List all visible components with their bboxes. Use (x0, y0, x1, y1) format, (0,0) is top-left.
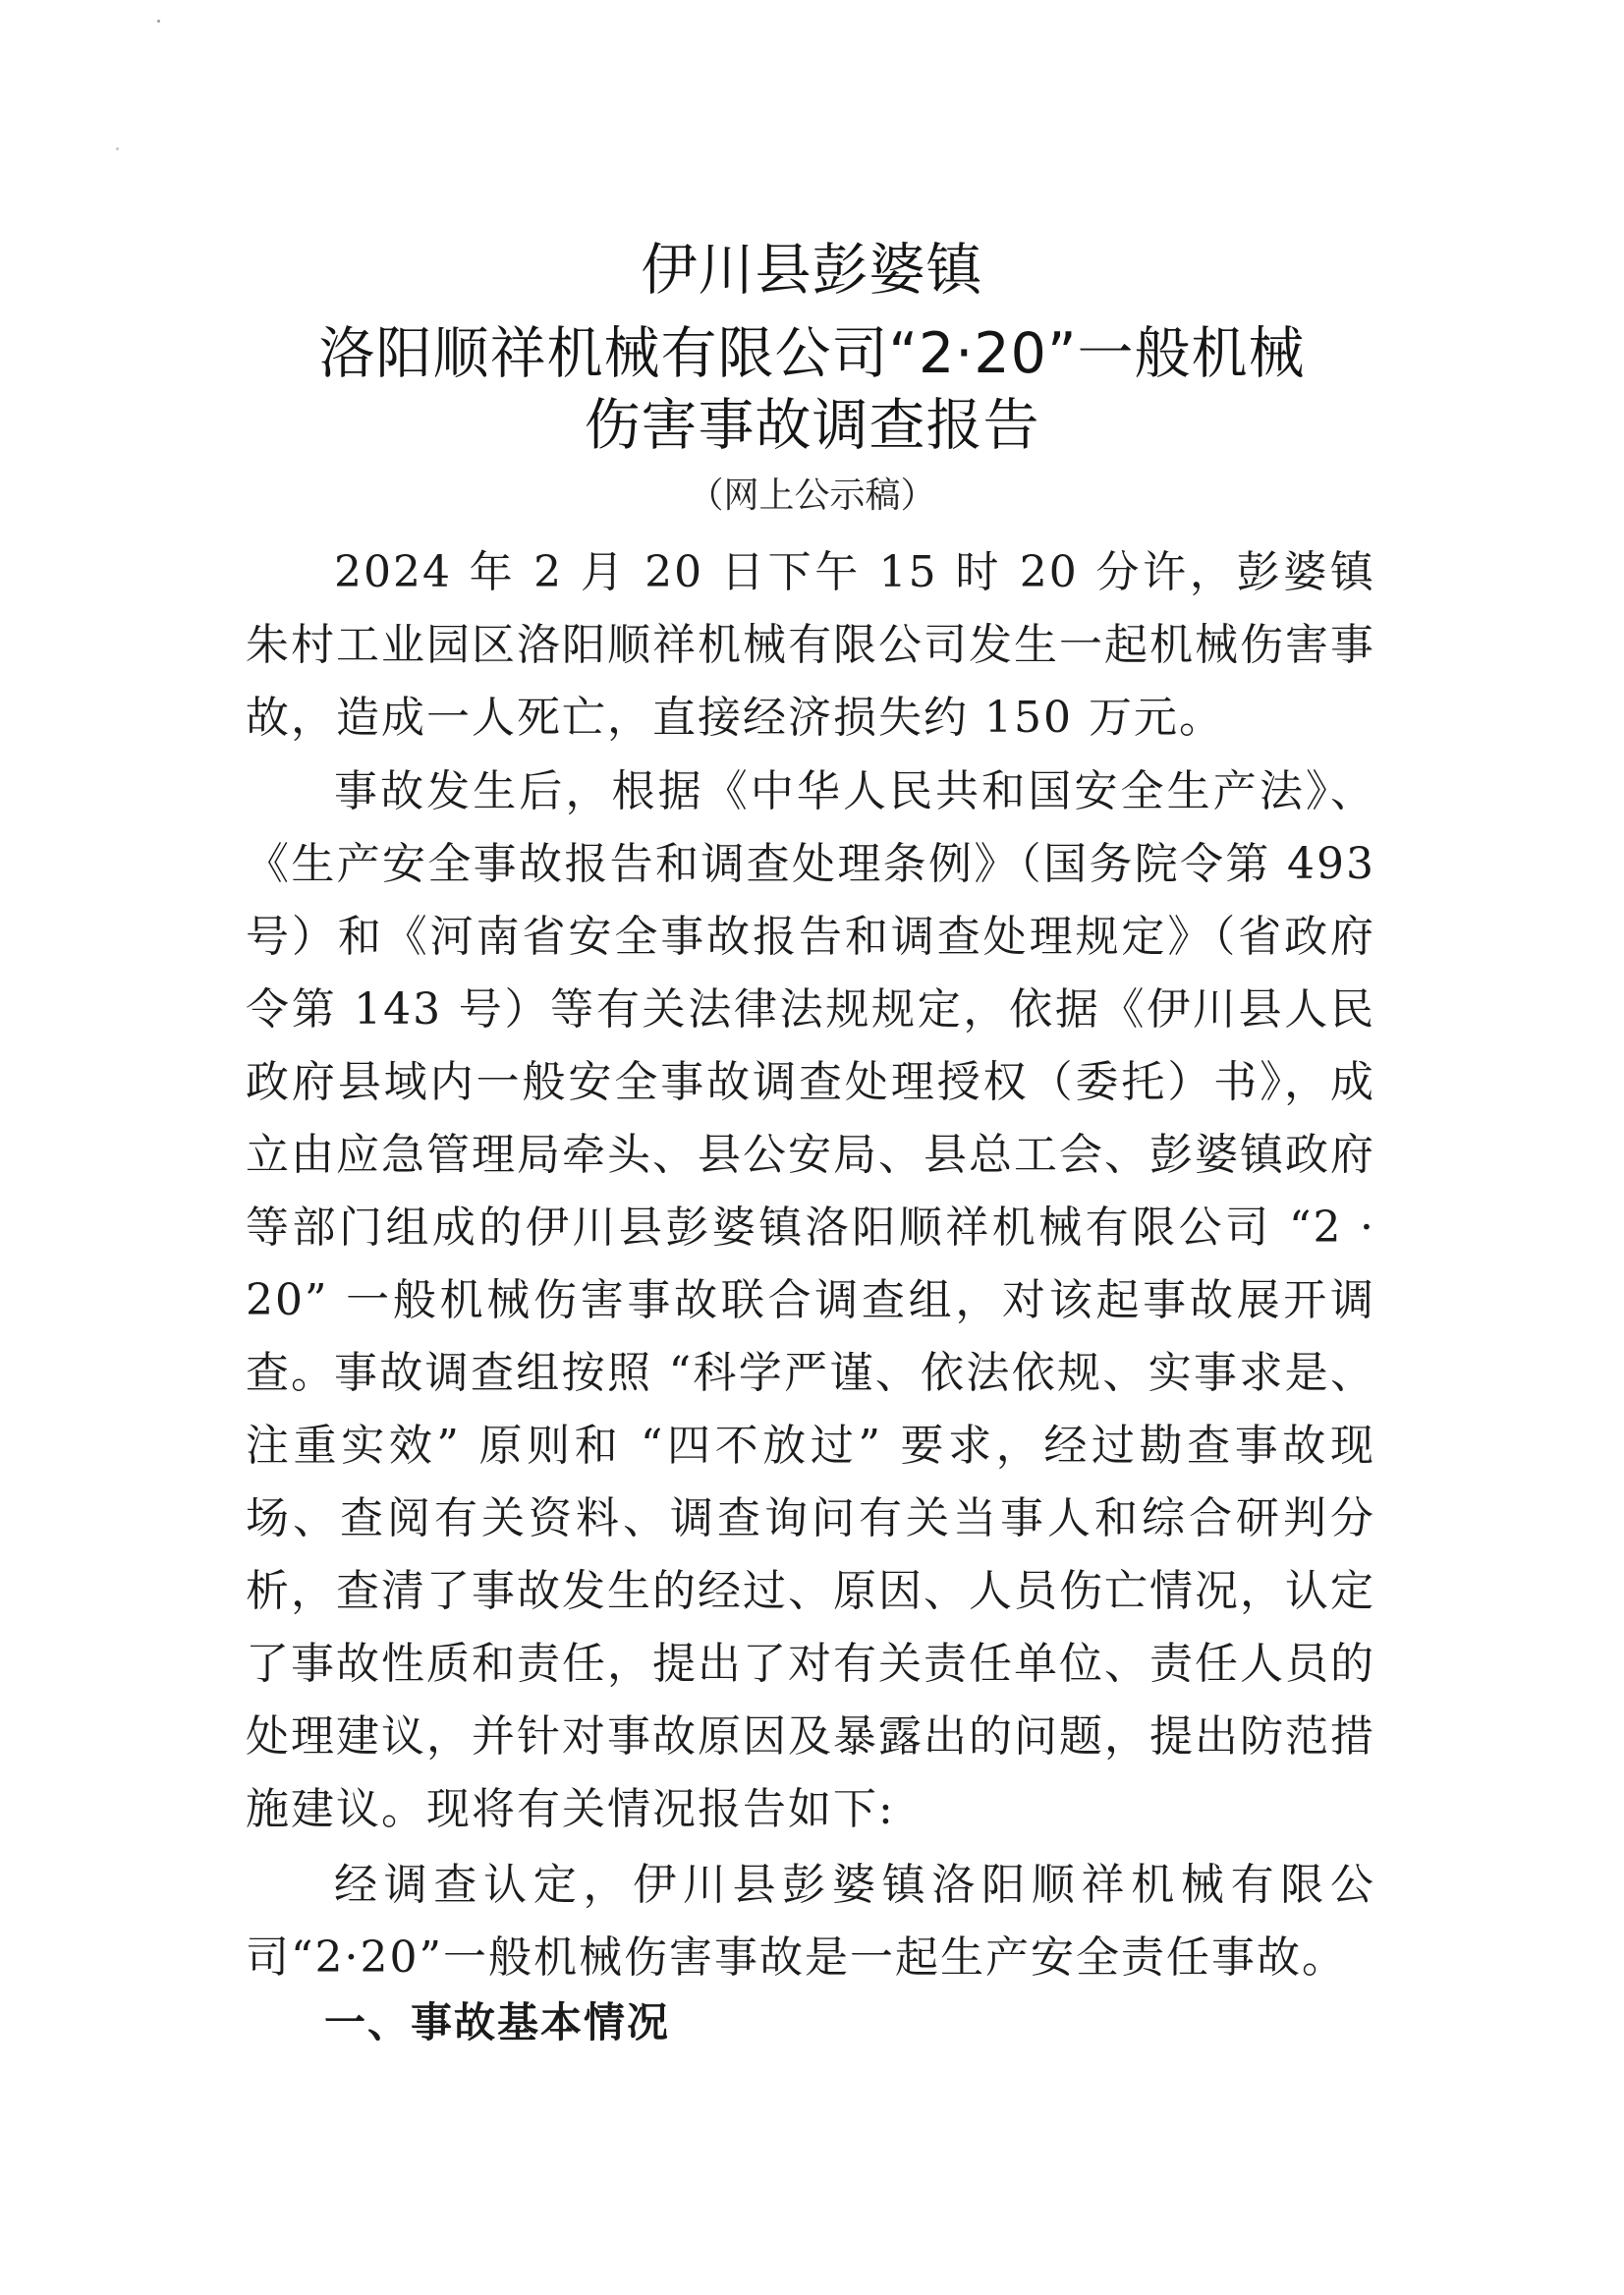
scan-speck (157, 20, 160, 23)
paragraph-investigation-basis: 事故发生后，根据《中华人民共和国安全生产法》、《生产安全事故报告和调查处理条例》（国务院令第 493 号）和《河南省安全事故报告和调查处理规定》（省政府令第 143 号）等有关法律法规规定，依据《伊川县人民政府县域内一般安全事故调查处理授权（委托）书》，成立由应急管理局牵头、县公安局、县总工会、彭婆镇政府等部门组成的伊川县彭婆镇洛阳顺祥机械有限公司 “2 · 20” 一般机械伤害事故联合调查组，对该起事故展开调查。 (246, 766, 1375, 1398)
title-line-2: 洛阳顺祥机械有限公司“2·20”一般机械 (318, 321, 1306, 386)
scan-speck (116, 147, 119, 150)
section-heading: 一、事故基本情况 (324, 1998, 671, 2046)
title-line-3: 伤害事故调查报告 (584, 393, 1040, 458)
paragraph-incident-summary: 2024 年 2 月 20 日下午 15 时 20 分许，彭婆镇朱村工业园区洛阳顺祥机械有限公司发生一起机械伤害事故，造成一人死亡，直接经济损失约 150 万元。 (246, 547, 1375, 743)
title-line-1: 伊川县彭婆镇 (641, 238, 983, 303)
paragraph-conclusion: 经调查认定，伊川县彭婆镇洛阳顺祥机械有限公司“2·20”一般机械伤害事故是一起生产安全责任事故。 (246, 1860, 1375, 1983)
paragraph-investigation-process: 事故调查组按照 “科学严谨、依法依规、实事求是、注重实效” 原则和 “四不放过” 要求，经过勘查事故现场、查阅有关资料、调查询问有关当事人和综合研判分析，查清了事故发生的经过、原因、人员伤亡情况，认定了事故性质和责任，提出了对有关责任单位、责任人员的处理建议，并针对事故原因及暴露出的问题，提出防范措施建议。现将有关情况报告如下: (246, 1348, 1375, 1834)
subtitle: （网上公示稿） (688, 476, 936, 516)
